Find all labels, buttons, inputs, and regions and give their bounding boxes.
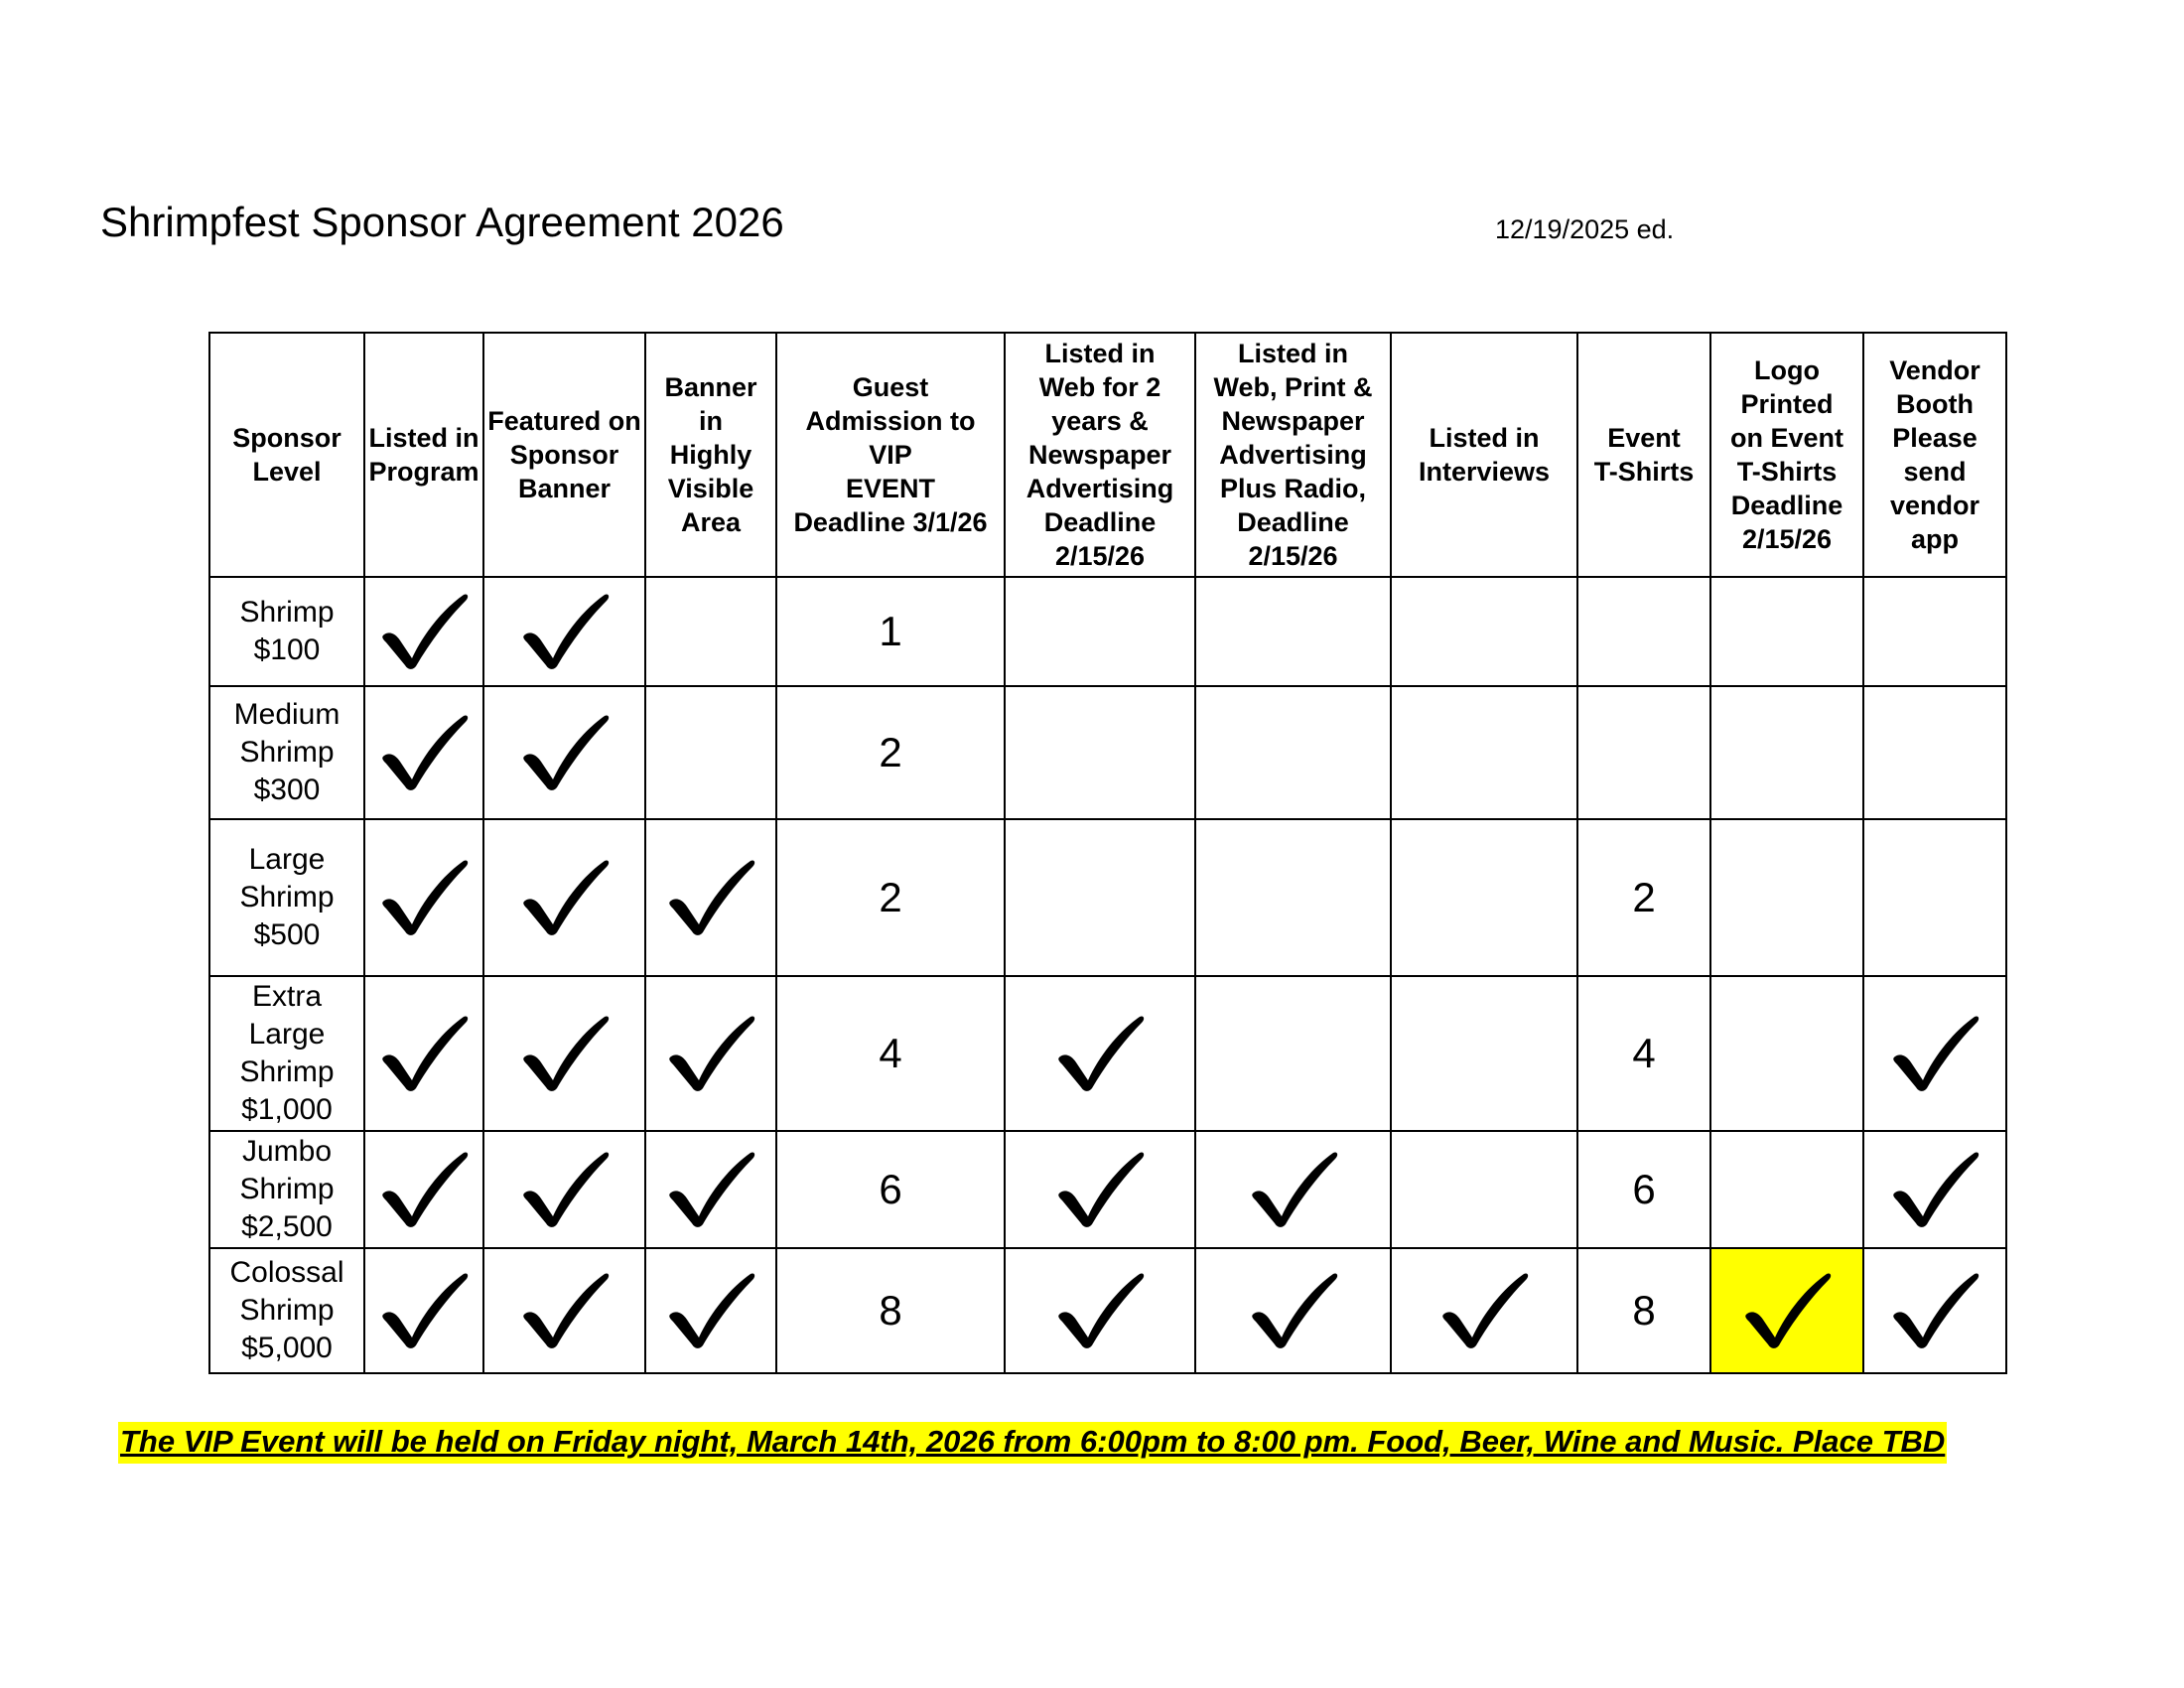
header-line: Deadline <box>1730 491 1843 520</box>
sponsor-level-line: Shrimp <box>239 1173 335 1205</box>
cell-featured-on-banner <box>483 976 645 1131</box>
count-value: 6 <box>1632 1166 1656 1212</box>
cell-vip-admission <box>776 686 1005 819</box>
count-value: 2 <box>879 729 902 775</box>
cell-banner-visible-area <box>645 577 776 686</box>
table-row <box>209 819 2006 976</box>
checkmark-icon <box>378 1011 470 1092</box>
cell-event-tshirts <box>1577 686 1710 819</box>
cell-featured-on-banner <box>483 686 645 819</box>
count-value: 2 <box>1632 874 1656 920</box>
checkmark-icon <box>519 855 611 936</box>
checkmark-icon <box>1248 1147 1339 1228</box>
cell-banner-visible-area <box>645 1131 776 1248</box>
header-line: EVENT <box>845 474 936 503</box>
cell-banner-visible-area <box>645 686 776 819</box>
cell-listed-in-program <box>364 1248 483 1373</box>
checkmark-icon <box>378 710 470 791</box>
header-line: Logo <box>1754 355 1820 385</box>
table-row <box>209 686 2006 819</box>
header-line: Please <box>1892 423 1978 453</box>
sponsor-level-line: Medium <box>233 698 341 731</box>
header-line: Event <box>1607 423 1681 453</box>
table-row <box>209 577 2006 686</box>
header-line: Web for 2 <box>1038 372 1161 402</box>
cell-listed-in-program <box>364 577 483 686</box>
count-value: 8 <box>1632 1287 1656 1334</box>
cell-vendor-booth <box>1863 1248 2006 1373</box>
cell-listed-in-program <box>364 1131 483 1248</box>
count-value: 6 <box>879 1166 902 1212</box>
cell-banner-visible-area <box>645 819 776 976</box>
cell-vip-admission <box>776 577 1005 686</box>
sponsor-level-cell <box>209 819 364 976</box>
sponsor-level-line: Large <box>248 843 326 876</box>
sponsor-level-cell <box>209 686 364 819</box>
cell-listed-in-program <box>364 976 483 1131</box>
header-line: Highly <box>669 440 752 470</box>
cell-logo-on-tshirts <box>1710 686 1863 819</box>
sponsor-level-cell <box>209 1248 364 1373</box>
cell-listed-web-print-radio <box>1195 976 1391 1131</box>
cell-listed-web-print-radio <box>1195 686 1391 819</box>
sponsor-level-line: Jumbo <box>241 1135 333 1168</box>
header-listed-web-2yr <box>1005 333 1195 577</box>
checkmark-icon <box>519 1147 611 1228</box>
header-line: years & <box>1051 406 1149 436</box>
cell-listed-web-2yr <box>1005 976 1195 1131</box>
header-row <box>209 333 2006 577</box>
cell-vendor-booth <box>1863 1131 2006 1248</box>
checkmark-icon <box>1741 1268 1833 1349</box>
cell-listed-in-interviews <box>1391 1248 1577 1373</box>
sponsor-level-line: $1,000 <box>241 1093 333 1126</box>
cell-listed-web-2yr <box>1005 577 1195 686</box>
cell-event-tshirts <box>1577 819 1710 976</box>
checkmark-icon <box>378 1268 470 1349</box>
edition-date: 12/19/2025 ed. <box>1495 214 1675 244</box>
header-sponsor-level <box>209 333 364 577</box>
header-line: send <box>1903 457 1967 487</box>
header-line: T-Shirts <box>1593 457 1695 487</box>
vip-event-note: The VIP Event will be held on Friday night, March 14th, 2026 from 6:00pm to 8:00 pm. Food, Beer, Wine and Music. Place TBD <box>118 1422 1947 1464</box>
header-vendor-booth <box>1863 333 2006 577</box>
cell-listed-web-2yr <box>1005 686 1195 819</box>
cell-vendor-booth <box>1863 577 2006 686</box>
checkmark-icon <box>378 855 470 936</box>
count-value: 4 <box>1632 1030 1656 1076</box>
table-row <box>209 1131 2006 1248</box>
header-line: Banner <box>664 372 757 402</box>
sponsor-level-line: $5,000 <box>241 1332 333 1364</box>
sponsor-level-cell <box>209 1131 364 1248</box>
header-line: Printed <box>1740 389 1834 419</box>
header-line: 2/15/26 <box>1248 541 1338 571</box>
checkmark-icon <box>1054 1011 1146 1092</box>
sponsor-level-line: Shrimp <box>239 596 335 629</box>
checkmark-icon <box>665 1147 756 1228</box>
cell-listed-web-print-radio <box>1195 1131 1391 1248</box>
header-line: Listed in <box>368 423 479 453</box>
checkmark-icon <box>665 1011 756 1092</box>
table-row <box>209 976 2006 1131</box>
sponsor-level-line: Large <box>248 1018 326 1051</box>
header-listed-in-program <box>364 333 483 577</box>
cell-vip-admission <box>776 1131 1005 1248</box>
cell-banner-visible-area <box>645 1248 776 1373</box>
sponsor-level-line: Shrimp <box>239 1055 335 1088</box>
header-line: vendor <box>1889 491 1980 520</box>
count-value: 2 <box>879 874 902 920</box>
header-featured-on-banner <box>483 333 645 577</box>
header-line: Advertising <box>1219 440 1367 470</box>
page-title: Shrimpfest Sponsor Agreement 2026 <box>100 199 784 245</box>
cell-vendor-booth <box>1863 819 2006 976</box>
cell-featured-on-banner <box>483 819 645 976</box>
checkmark-icon <box>519 1268 611 1349</box>
cell-listed-web-2yr <box>1005 1131 1195 1248</box>
header-listed-web-print-radio <box>1195 333 1391 577</box>
sponsor-level-cell <box>209 976 364 1131</box>
cell-listed-in-interviews <box>1391 577 1577 686</box>
header-line: Interviews <box>1418 457 1551 487</box>
cell-listed-in-program <box>364 819 483 976</box>
count-value: 4 <box>879 1030 902 1076</box>
header-vip-admission <box>776 333 1005 577</box>
header-line: Visible <box>667 474 754 503</box>
sponsor-level-line: $100 <box>253 633 321 666</box>
sponsor-level-line: Extra <box>251 980 323 1013</box>
header-line: 2/15/26 <box>1054 541 1146 571</box>
header-line: Plus Radio, <box>1219 474 1367 503</box>
count-value: 8 <box>879 1287 902 1334</box>
cell-event-tshirts <box>1577 976 1710 1131</box>
checkmark-icon <box>1054 1147 1146 1228</box>
header-line: Listed in <box>1429 423 1540 453</box>
cell-listed-web-2yr <box>1005 1248 1195 1373</box>
cell-featured-on-banner <box>483 577 645 686</box>
header-line: on Event <box>1729 423 1843 453</box>
cell-logo-on-tshirts <box>1710 577 1863 686</box>
table-body <box>209 577 2006 1373</box>
cell-listed-in-interviews <box>1391 819 1577 976</box>
cell-logo-on-tshirts <box>1710 1248 1863 1373</box>
header-line: Guest <box>852 372 929 402</box>
cell-listed-web-print-radio <box>1195 1248 1391 1373</box>
header-line: Sponsor <box>232 423 341 453</box>
checkmark-icon <box>1889 1147 1980 1228</box>
cell-listed-in-program <box>364 686 483 819</box>
checkmark-icon <box>1889 1268 1980 1349</box>
cell-event-tshirts <box>1577 1131 1710 1248</box>
header-line: Featured on <box>487 406 641 436</box>
cell-logo-on-tshirts <box>1710 1131 1863 1248</box>
cell-featured-on-banner <box>483 1248 645 1373</box>
checkmark-icon <box>378 1147 470 1228</box>
header-line: Area <box>680 507 742 537</box>
cell-banner-visible-area <box>645 976 776 1131</box>
checkmark-icon <box>665 1268 756 1349</box>
header-event-tshirts <box>1577 333 1710 577</box>
header-line: Newspaper <box>1221 406 1365 436</box>
checkmark-icon <box>1248 1268 1339 1349</box>
count-value: 1 <box>879 608 902 654</box>
header-line: Banner <box>517 474 612 503</box>
header-line: Newspaper <box>1027 440 1172 470</box>
header-line: Deadline <box>1043 507 1157 537</box>
checkmark-icon <box>519 589 611 670</box>
cell-listed-in-interviews <box>1391 1131 1577 1248</box>
header-line: Listed in <box>1044 339 1156 368</box>
header-line: Admission to <box>805 406 976 436</box>
header-line: Listed in <box>1237 339 1348 368</box>
header-line: Web, Print & <box>1213 372 1373 402</box>
cell-event-tshirts <box>1577 577 1710 686</box>
cell-listed-web-print-radio <box>1195 577 1391 686</box>
cell-listed-web-print-radio <box>1195 819 1391 976</box>
cell-event-tshirts <box>1577 1248 1710 1373</box>
cell-listed-in-interviews <box>1391 686 1577 819</box>
cell-vip-admission <box>776 976 1005 1131</box>
header-line: Level <box>252 457 322 487</box>
table-row <box>209 1248 2006 1373</box>
sponsor-level-cell <box>209 577 364 686</box>
checkmark-icon <box>665 855 756 936</box>
header-listed-in-interviews <box>1391 333 1577 577</box>
header-logo-on-tshirts <box>1710 333 1863 577</box>
header-banner-visible-area <box>645 333 776 577</box>
header-line: Advertising <box>1025 474 1174 503</box>
cell-listed-web-2yr <box>1005 819 1195 976</box>
cell-logo-on-tshirts <box>1710 819 1863 976</box>
header-line: Vendor <box>1889 355 1980 385</box>
sponsor-level-line: Shrimp <box>239 881 335 914</box>
header-line: Deadline 3/1/26 <box>793 507 988 537</box>
header-line: app <box>1910 524 1959 554</box>
cell-logo-on-tshirts <box>1710 976 1863 1131</box>
sponsor-level-line: $2,500 <box>241 1210 333 1243</box>
header-line: 2/15/26 <box>1741 524 1833 554</box>
cell-vip-admission <box>776 1248 1005 1373</box>
header-line: VIP <box>869 440 912 470</box>
checkmark-icon <box>519 1011 611 1092</box>
header-line: Program <box>368 457 479 487</box>
header-line: T-Shirts <box>1736 457 1838 487</box>
header-line: Deadline <box>1237 507 1349 537</box>
checkmark-icon <box>519 710 611 791</box>
checkmark-icon <box>378 589 470 670</box>
sponsor-level-line: Shrimp <box>239 736 335 769</box>
header-line: in <box>699 406 723 436</box>
checkmark-icon <box>1438 1268 1530 1349</box>
header-line: Booth <box>1896 389 1974 419</box>
header-line: Sponsor <box>509 440 619 470</box>
checkmark-icon <box>1889 1011 1980 1092</box>
sponsor-level-line: $500 <box>253 918 321 951</box>
cell-vip-admission <box>776 819 1005 976</box>
cell-vendor-booth <box>1863 976 2006 1131</box>
cell-vendor-booth <box>1863 686 2006 819</box>
sponsor-level-line: Colossal <box>229 1256 344 1289</box>
sponsor-level-line: Shrimp <box>239 1294 335 1327</box>
sponsor-table <box>208 332 2007 1374</box>
cell-listed-in-interviews <box>1391 976 1577 1131</box>
checkmark-icon <box>1054 1268 1146 1349</box>
sponsor-level-line: $300 <box>253 774 321 806</box>
cell-featured-on-banner <box>483 1131 645 1248</box>
